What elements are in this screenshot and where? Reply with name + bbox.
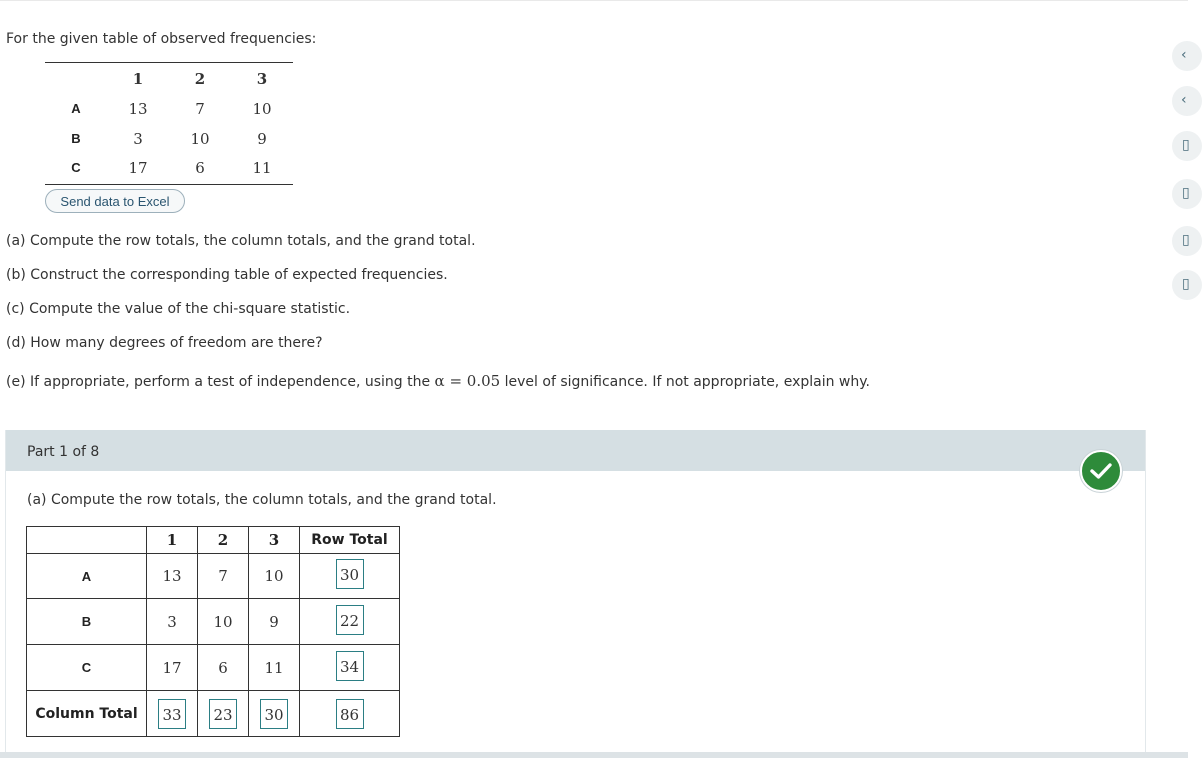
totals-table	[26, 526, 400, 737]
column-total-input[interactable]: 23	[209, 699, 237, 729]
grand-total-cell	[300, 691, 400, 737]
question-c: (c) Compute the value of the chi-square statistic.	[6, 301, 351, 317]
part-header	[6, 430, 1145, 471]
row-total-cell	[300, 599, 400, 645]
part-label: Part 1 of 8	[27, 444, 100, 460]
side-tool-button[interactable]	[1172, 270, 1202, 300]
table-cell: 11	[252, 159, 272, 177]
chevron-left-icon: ‹	[1181, 92, 1187, 108]
grand-total-input[interactable]: 86	[336, 699, 364, 729]
side-tool-button[interactable]	[1172, 179, 1202, 209]
send-to-excel-button[interactable]: Send data to Excel	[45, 189, 185, 213]
column-header: 1	[147, 527, 198, 554]
row-total-input[interactable]: 30	[336, 559, 364, 589]
side-tool-button[interactable]	[1172, 226, 1202, 256]
table-cell: 10	[252, 100, 272, 118]
row-label: B	[71, 131, 81, 146]
table-cell: 10	[198, 599, 249, 645]
column-total-cell	[198, 691, 249, 737]
side-tool-button[interactable]	[1172, 41, 1202, 71]
top-divider	[0, 0, 1188, 1]
column-header: 3	[249, 527, 300, 554]
row-label: A	[71, 101, 81, 116]
bottom-scroll-bar	[0, 752, 1188, 758]
book-icon: ▯	[1182, 276, 1190, 292]
side-tool-button[interactable]	[1172, 131, 1202, 161]
column-header: 2	[194, 70, 206, 88]
table-cell: 9	[249, 599, 300, 645]
corner-cell	[27, 527, 147, 554]
row-label: C	[71, 160, 81, 175]
alpha-value: α = 0.05	[434, 372, 501, 390]
row-label: C	[27, 645, 147, 691]
table-cell: 7	[195, 100, 205, 118]
observed-frequencies-table	[45, 62, 293, 185]
column-total-cell	[147, 691, 198, 737]
column-total-label: Column Total	[27, 691, 147, 737]
row-total-header: Row Total	[300, 527, 400, 554]
chevron-left-icon: ‹	[1181, 47, 1187, 63]
column-header: 2	[198, 527, 249, 554]
table-cell: 17	[147, 645, 198, 691]
question-e	[6, 372, 870, 390]
part-question: (a) Compute the row totals, the column totals, and the grand total.	[27, 492, 497, 508]
column-total-input[interactable]: 33	[158, 699, 186, 729]
table-cell: 10	[249, 554, 300, 599]
column-total-input[interactable]: 30	[260, 699, 288, 729]
table-icon: ▯	[1182, 232, 1190, 248]
table-cell: 6	[198, 645, 249, 691]
row-total-input[interactable]: 22	[336, 605, 364, 635]
table-cell: 3	[133, 130, 143, 148]
table-cell: 17	[128, 159, 148, 177]
row-label: A	[27, 554, 147, 599]
row-total-cell	[300, 554, 400, 599]
calculator-icon: ▯	[1182, 185, 1190, 201]
correct-check-icon	[1080, 450, 1122, 492]
row-total-cell	[300, 645, 400, 691]
question-d: (d) How many degrees of freedom are there?	[6, 335, 323, 351]
question-a: (a) Compute the row totals, the column totals, and the grand total.	[6, 233, 476, 249]
question-e-text-end: level of significance. If not appropriate, explain why.	[500, 374, 870, 390]
column-header: 1	[132, 70, 144, 88]
table-cell: 9	[257, 130, 267, 148]
side-tool-button[interactable]	[1172, 86, 1202, 116]
table-cell: 13	[147, 554, 198, 599]
table-cell: 10	[190, 130, 210, 148]
table-cell: 7	[198, 554, 249, 599]
table-cell: 6	[195, 159, 205, 177]
intro-text: For the given table of observed frequencies:	[6, 31, 317, 47]
column-total-cell	[249, 691, 300, 737]
table-cell: 11	[249, 645, 300, 691]
table-cell: 3	[147, 599, 198, 645]
document-icon: ▯	[1182, 137, 1190, 153]
row-label: B	[27, 599, 147, 645]
table-cell: 13	[128, 100, 148, 118]
column-header: 3	[256, 70, 268, 88]
question-e-text: (e) If appropriate, perform a test of independence, using the	[6, 374, 435, 390]
row-total-input[interactable]: 34	[336, 651, 364, 681]
question-b: (b) Construct the corresponding table of expected frequencies.	[6, 267, 448, 283]
